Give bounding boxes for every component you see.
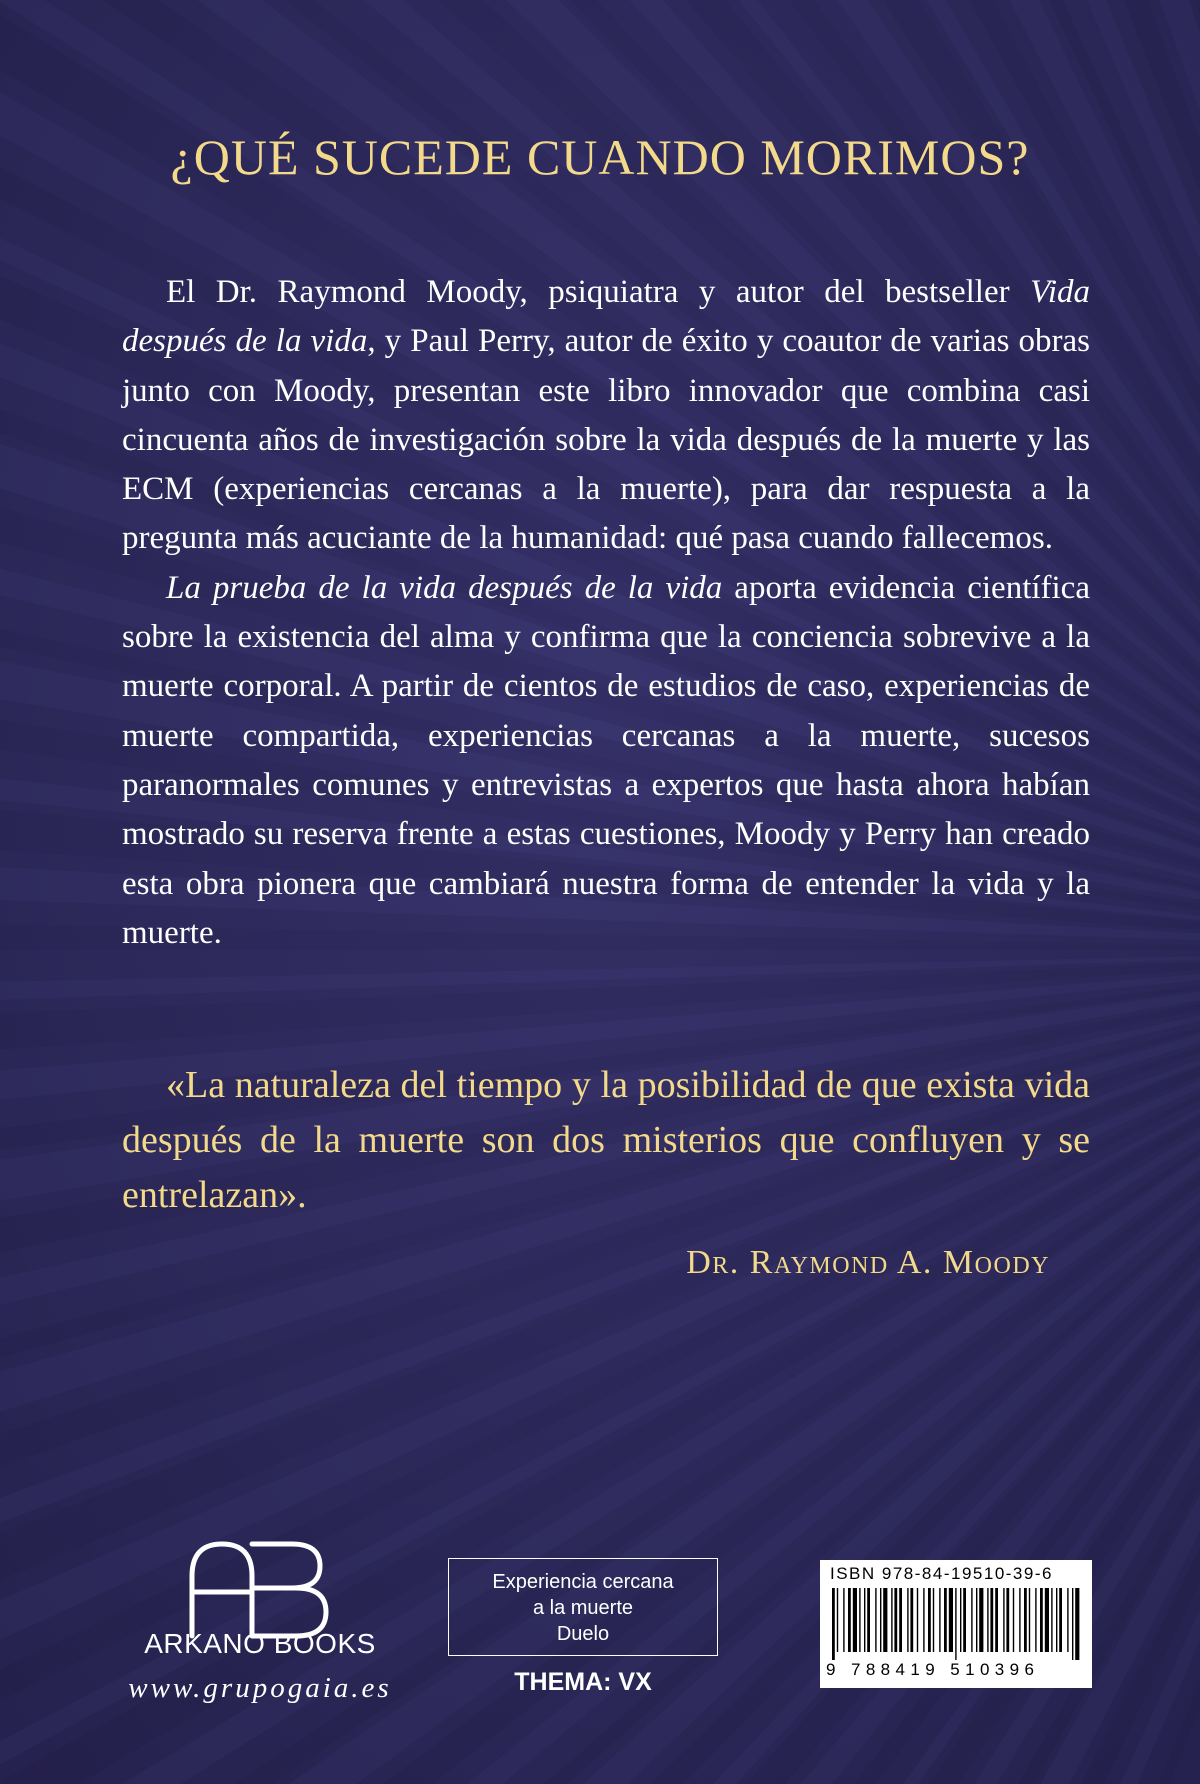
quote-text: «La naturaleza del tiempo y la posibilidad de que exista vida después de la muerte son dos misterios que confluyen y se entrelazan».: [122, 1064, 1090, 1216]
quote-author: Dr. Raymond A. Moody: [686, 1244, 1050, 1281]
paragraph-1-rest: , y Paul Perry, autor de éxito y coautor de varias obras junto con Moody, presentan este libro innovador que combina casi cincuenta años de investigación sobre la vida después de la muerte y las ECM (experiencias cercanas a la muerte), para dar respuesta a la pregunta más acuciante de la humanidad: qué pasa cuando fallecemos.: [122, 323, 1091, 557]
publisher-url: www.grupogaia.es: [128, 1672, 392, 1704]
description-paragraph-2: [122, 564, 1090, 958]
isbn-label: ISBN 978-84-19510-39-6: [830, 1564, 1053, 1583]
category-box: [448, 1558, 718, 1656]
publisher-name: ARKANO BOOKS: [144, 1628, 376, 1659]
headline: ¿QUÉ SUCEDE CUANDO MORIMOS?: [170, 129, 1030, 185]
description-text: [122, 268, 1090, 958]
paragraph-2-rest: aporta evidencia científica sobre la existencia del alma y confirma que la conciencia sobrevive a la muerte corporal. A partir de cientos de estudios de caso, experiencias de muerte compartida, experiencias cercanas a la muerte, sucesos paranormales comunes y entrevistas a expertos que hasta ahora habían mostrado su reserva frente a estas cuestiones, Moody y Perry han creado esta obra pionera que cambiará nuestra forma de entender la vida y la muerte.: [122, 569, 1090, 951]
category-line-1: Experiencia cercana: [492, 1571, 674, 1593]
description-paragraph-1: [122, 268, 1090, 564]
barcode-digits: 9 788419 510396: [826, 1660, 1040, 1679]
arkano-books-logo-icon: [180, 1536, 340, 1640]
thema-code: THEMA: VX: [514, 1668, 652, 1696]
paragraph-1-intro: El Dr. Raymond Moody, psiquiatra y autor del bestseller: [166, 274, 1031, 310]
category-line-3: Duelo: [556, 1623, 610, 1645]
book-title-vida-despues: Vida después de la vida: [122, 274, 1090, 360]
barcode-icon: [832, 1588, 1080, 1660]
barcode-card: [820, 1560, 1092, 1688]
book-title-la-prueba: La prueba de la vida después de la vida: [166, 569, 723, 606]
category-line-2: a la muerte: [532, 1597, 634, 1619]
